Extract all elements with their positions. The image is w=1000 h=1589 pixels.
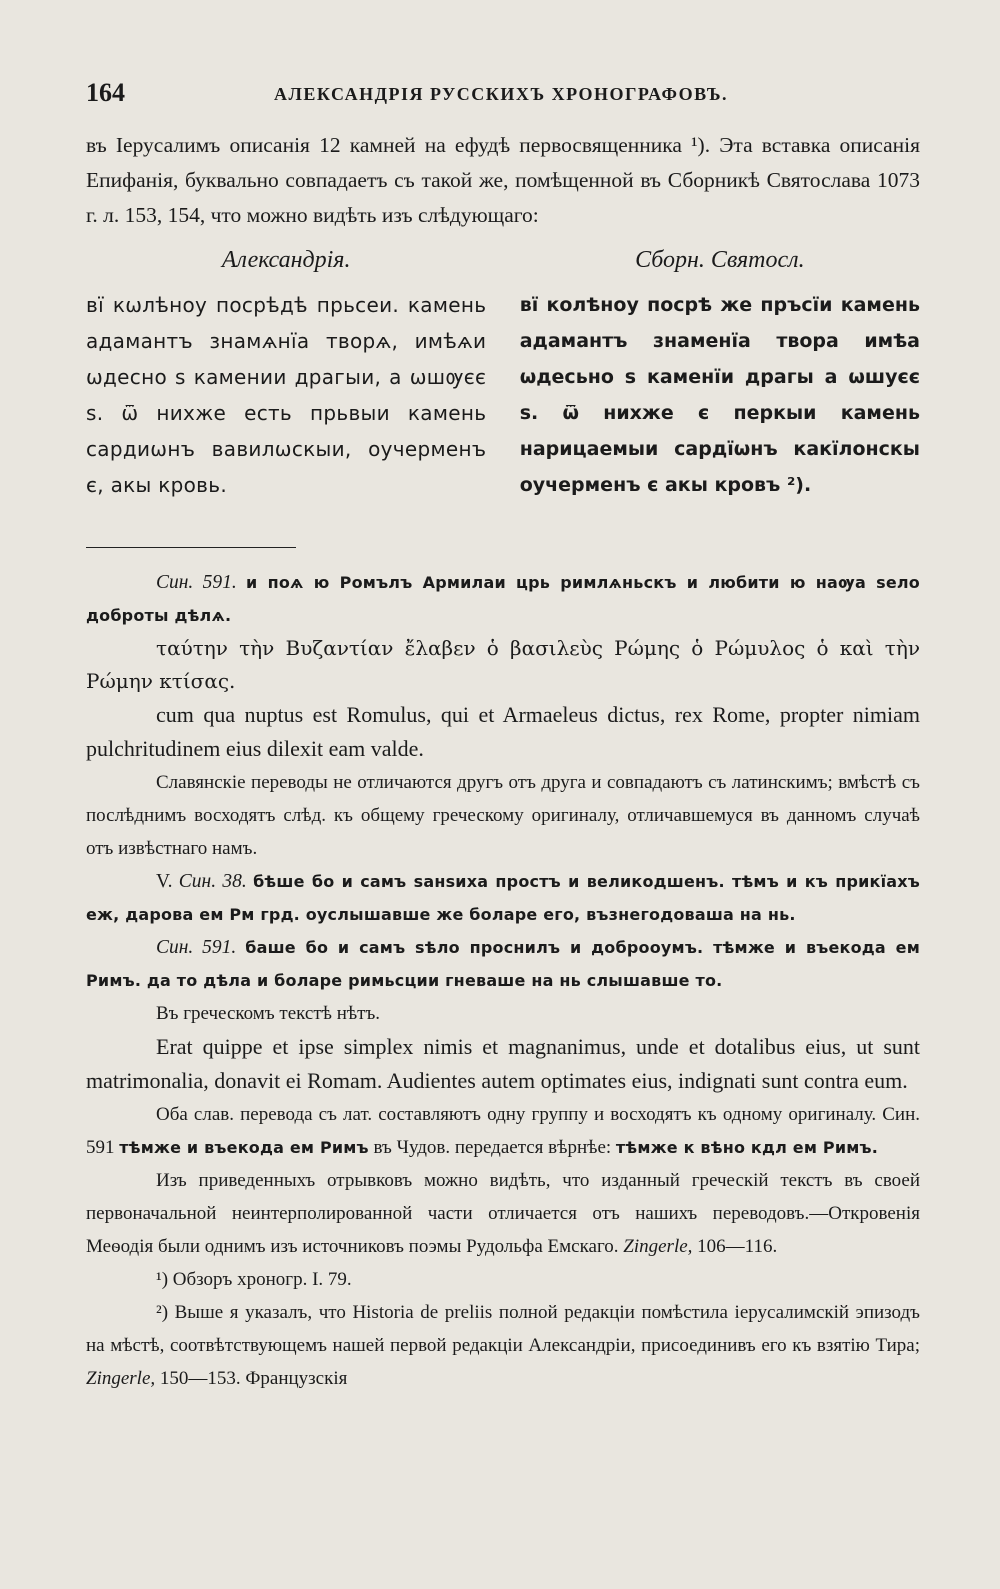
page-body [86,128,920,1395]
note-comment-3 [86,1164,920,1263]
footnote-2 [86,1296,920,1395]
note-sin591-b [86,931,920,997]
note-sin38-text: бѣше бо и самъ ѕанѕиха простъ и великодшенъ. тѣмъ и къ прикїахъ еж, дарова ем Рм грд. оуслышавше же боларе его, възнегодоваша на нь. [86,872,921,924]
note-sin591-b-text: баше бо и самъ ѕѣло проснилъ и доброоумъ. тѣмже и въекода ем Римъ. да то дѣла и боларе римьсции гневаше на нь слышавше то. [86,938,921,990]
note-comment-3-pages: 106—116. [697,1236,778,1257]
note-v-label: V. [156,871,173,892]
left-column-text: вї кѡлѣноу посрѣдѣ прьсеи. камень адамантъ знамѧнїа творѧ, имѣѧи ѡдесно ѕ камении драгыи, а ѡшѹєє ѕ. ѿ нихже есть прьвыи камень сардиѡнъ вавилѡскыи, оучерменъ є, акы кровь. [86,293,487,497]
note-comment-2-a: Оба слав. перевода съ лат. составляютъ одну группу и восходятъ къ одному оригиналу. Син. 591 [86,1104,920,1158]
note-sin591-a-text: и поѧ ю Ромълъ Армилаи црь римлѧньскъ и любити ю наѹа ѕело доброты дѣлѧ. [86,573,921,625]
left-column [86,241,486,503]
footnote-rule [86,547,296,548]
footnote-1: ¹) Обзоръ хроногр. I. 79. [156,1269,352,1290]
right-column-text: вї колѣноу посрѣ же пръсїи камень адамантъ знаменїа твора имѣа ѡдесьно ѕ каменїи драгы а ѡшуєє ѕ. ѿ нихже є перкыи камень нарицаемыи сардїѡнъ какїлонскы оучерменъ є акы кровъ ²). [519,294,920,496]
note-latin-2: Erat quippe et ipse simplex nimis et magnanimus, unde et dotalibus eius, ut sunt matrimonalia, donavit ei Romam. Audientes autem optimates eius, indignati sunt contra eum. [86,1034,920,1093]
note-comment-2-d: тѣмже к вѣно кдл ем Римъ. [615,1138,879,1157]
note-sin591-b-label: Син. 591. [156,937,237,958]
footnote-2-b: 150—153. Французскія [159,1368,348,1389]
note-sin38 [86,865,920,931]
page-header [86,78,916,118]
intro-paragraph: въ Іерусалимъ описанія 12 камней на ефудѣ первосвященника ¹). Эта вставка описанія Епифанія, буквально совпадаетъ съ такой же, помѣщенной въ Сборникѣ Святослава 1073 г. л. 153, 154, что можно видѣть изъ слѣдующаго: [86,133,920,227]
note-comment-2 [86,1098,920,1164]
running-title: АЛЕКСАНДРІЯ РУССКИХЪ ХРОНОГРАФОВЪ. [274,84,728,104]
right-column [520,241,920,503]
parallel-columns [86,241,920,503]
note-sin591-a [86,566,920,632]
footnote-2-a: ²) Выше я указалъ, что Historia de preliis полной редакціи помѣстила іерусалимскій эпизодъ на мѣстѣ, соотвѣтствующемъ нашей первой редакціи Александріи, присоединивъ его къ взятію Тира; [86,1302,920,1356]
note-greek: ταύτην τὴν Βυζαντίαν ἔλαβεν ὁ βασιλεὺς Ρώμης ὁ Ρώμυλος ὁ καὶ τὴν Ρώμην κτίσας. [86,636,920,693]
page-number: 164 [86,78,125,107]
left-column-title: Александрія. [221,247,351,273]
note-comment-2-b: тѣмже и въекода ем Римъ [119,1138,369,1157]
right-column-title: Сборн. Святосл. [635,247,805,273]
note-greek-none: Въ греческомъ текстѣ нѣтъ. [156,1003,381,1024]
note-comment-3-a: Изъ приведенныхъ отрывковъ можно видѣть, что изданный греческій текстъ въ своей первоначальной неинтерполированной части отличается отъ нашихъ переводовъ.—Откровенія Меѳодія были однимъ изъ источниковъ поэмы Рудольфа Емскаго. [86,1170,920,1257]
note-latin-1: cum qua nuptus est Romulus, qui et Armaeleus dictus, rex Rome, propter nimiam pulchritudinem eius dilexit eam valde. [86,702,920,761]
note-comment-3-author: Zingerle, [623,1236,693,1257]
note-comment-1: Славянскіе переводы не отличаются другъ отъ друга и совпадаютъ съ латинскимъ; вмѣстѣ съ послѣднимъ восходятъ слѣд. къ общему греческому оригиналу, отличавшемуся въ данномъ случаѣ отъ извѣстнаго намъ. [86,772,920,859]
note-sin591-a-label: Син. 591. [156,572,237,593]
footnote-2-author: Zingerle, [86,1368,156,1389]
note-sin38-label: Син. 38. [178,871,247,892]
note-comment-2-c: въ Чудов. передается вѣрнѣе: [373,1137,612,1158]
